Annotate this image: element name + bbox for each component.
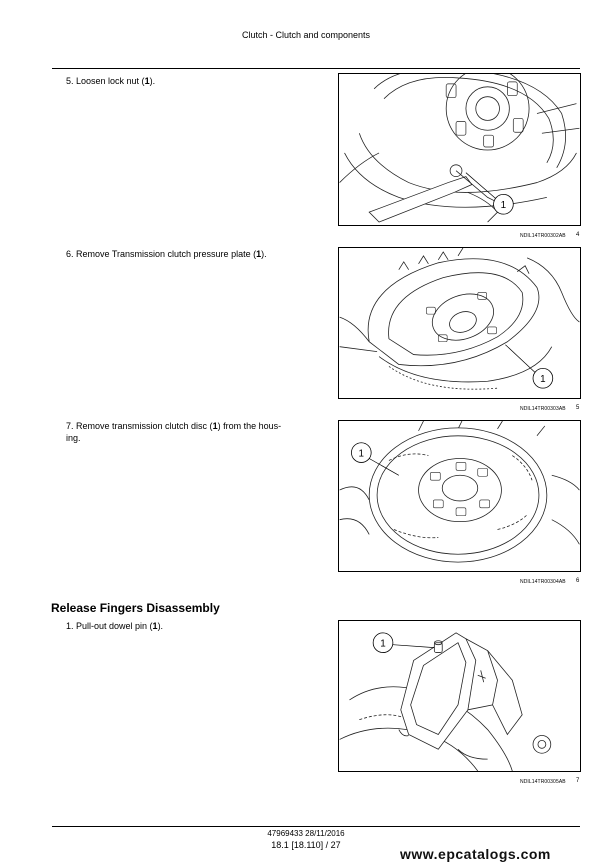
footer-page-number: 18.1 [18.110] / 27 xyxy=(271,840,341,850)
step-7-text: 7. Remove transmission clutch disc (1) from the hous- ing. xyxy=(66,421,282,443)
figure-pull-out-dowel-pin xyxy=(338,620,581,772)
header-rule xyxy=(52,68,580,69)
figure-6-callout: 1 xyxy=(358,448,365,460)
release-step-1-text: 1. Pull-out dowel pin (1). xyxy=(66,621,164,631)
figure-loosen-lock-nut xyxy=(338,73,581,226)
figure-5-code: NDIL14TR00303AB xyxy=(520,406,566,412)
figure-4-code: NDIL14TR00302AB xyxy=(520,233,566,239)
section-heading: Release Fingers Disassembly xyxy=(51,601,220,615)
footer-document-id: 47969433 28/11/2016 xyxy=(267,829,345,838)
figure-4-callout: 1 xyxy=(500,200,507,212)
figure-5-number: 5 xyxy=(576,405,580,411)
footer-rule xyxy=(52,826,580,827)
figure-remove-clutch-disc xyxy=(338,420,581,572)
page-header-title: Clutch - Clutch and components xyxy=(241,30,371,40)
figure-6-number: 6 xyxy=(576,578,580,584)
figure-5-callout: 1 xyxy=(540,374,546,386)
figure-7-number: 7 xyxy=(576,778,580,784)
figure-7-callout: 1 xyxy=(380,638,386,650)
figure-7-code: NDIL14TR00305AB xyxy=(520,779,566,785)
figure-4-number: 4 xyxy=(576,232,580,238)
figure-6-code: NDIL14TR00304AB xyxy=(520,579,566,585)
step-5-text: 5. Loosen lock nut (1). xyxy=(66,76,156,86)
figure-remove-pressure-plate xyxy=(338,247,581,399)
step-6-text: 6. Remove Transmission clutch pressure plate (1). xyxy=(66,249,267,259)
watermark-text: www.epcatalogs.com xyxy=(400,846,551,862)
